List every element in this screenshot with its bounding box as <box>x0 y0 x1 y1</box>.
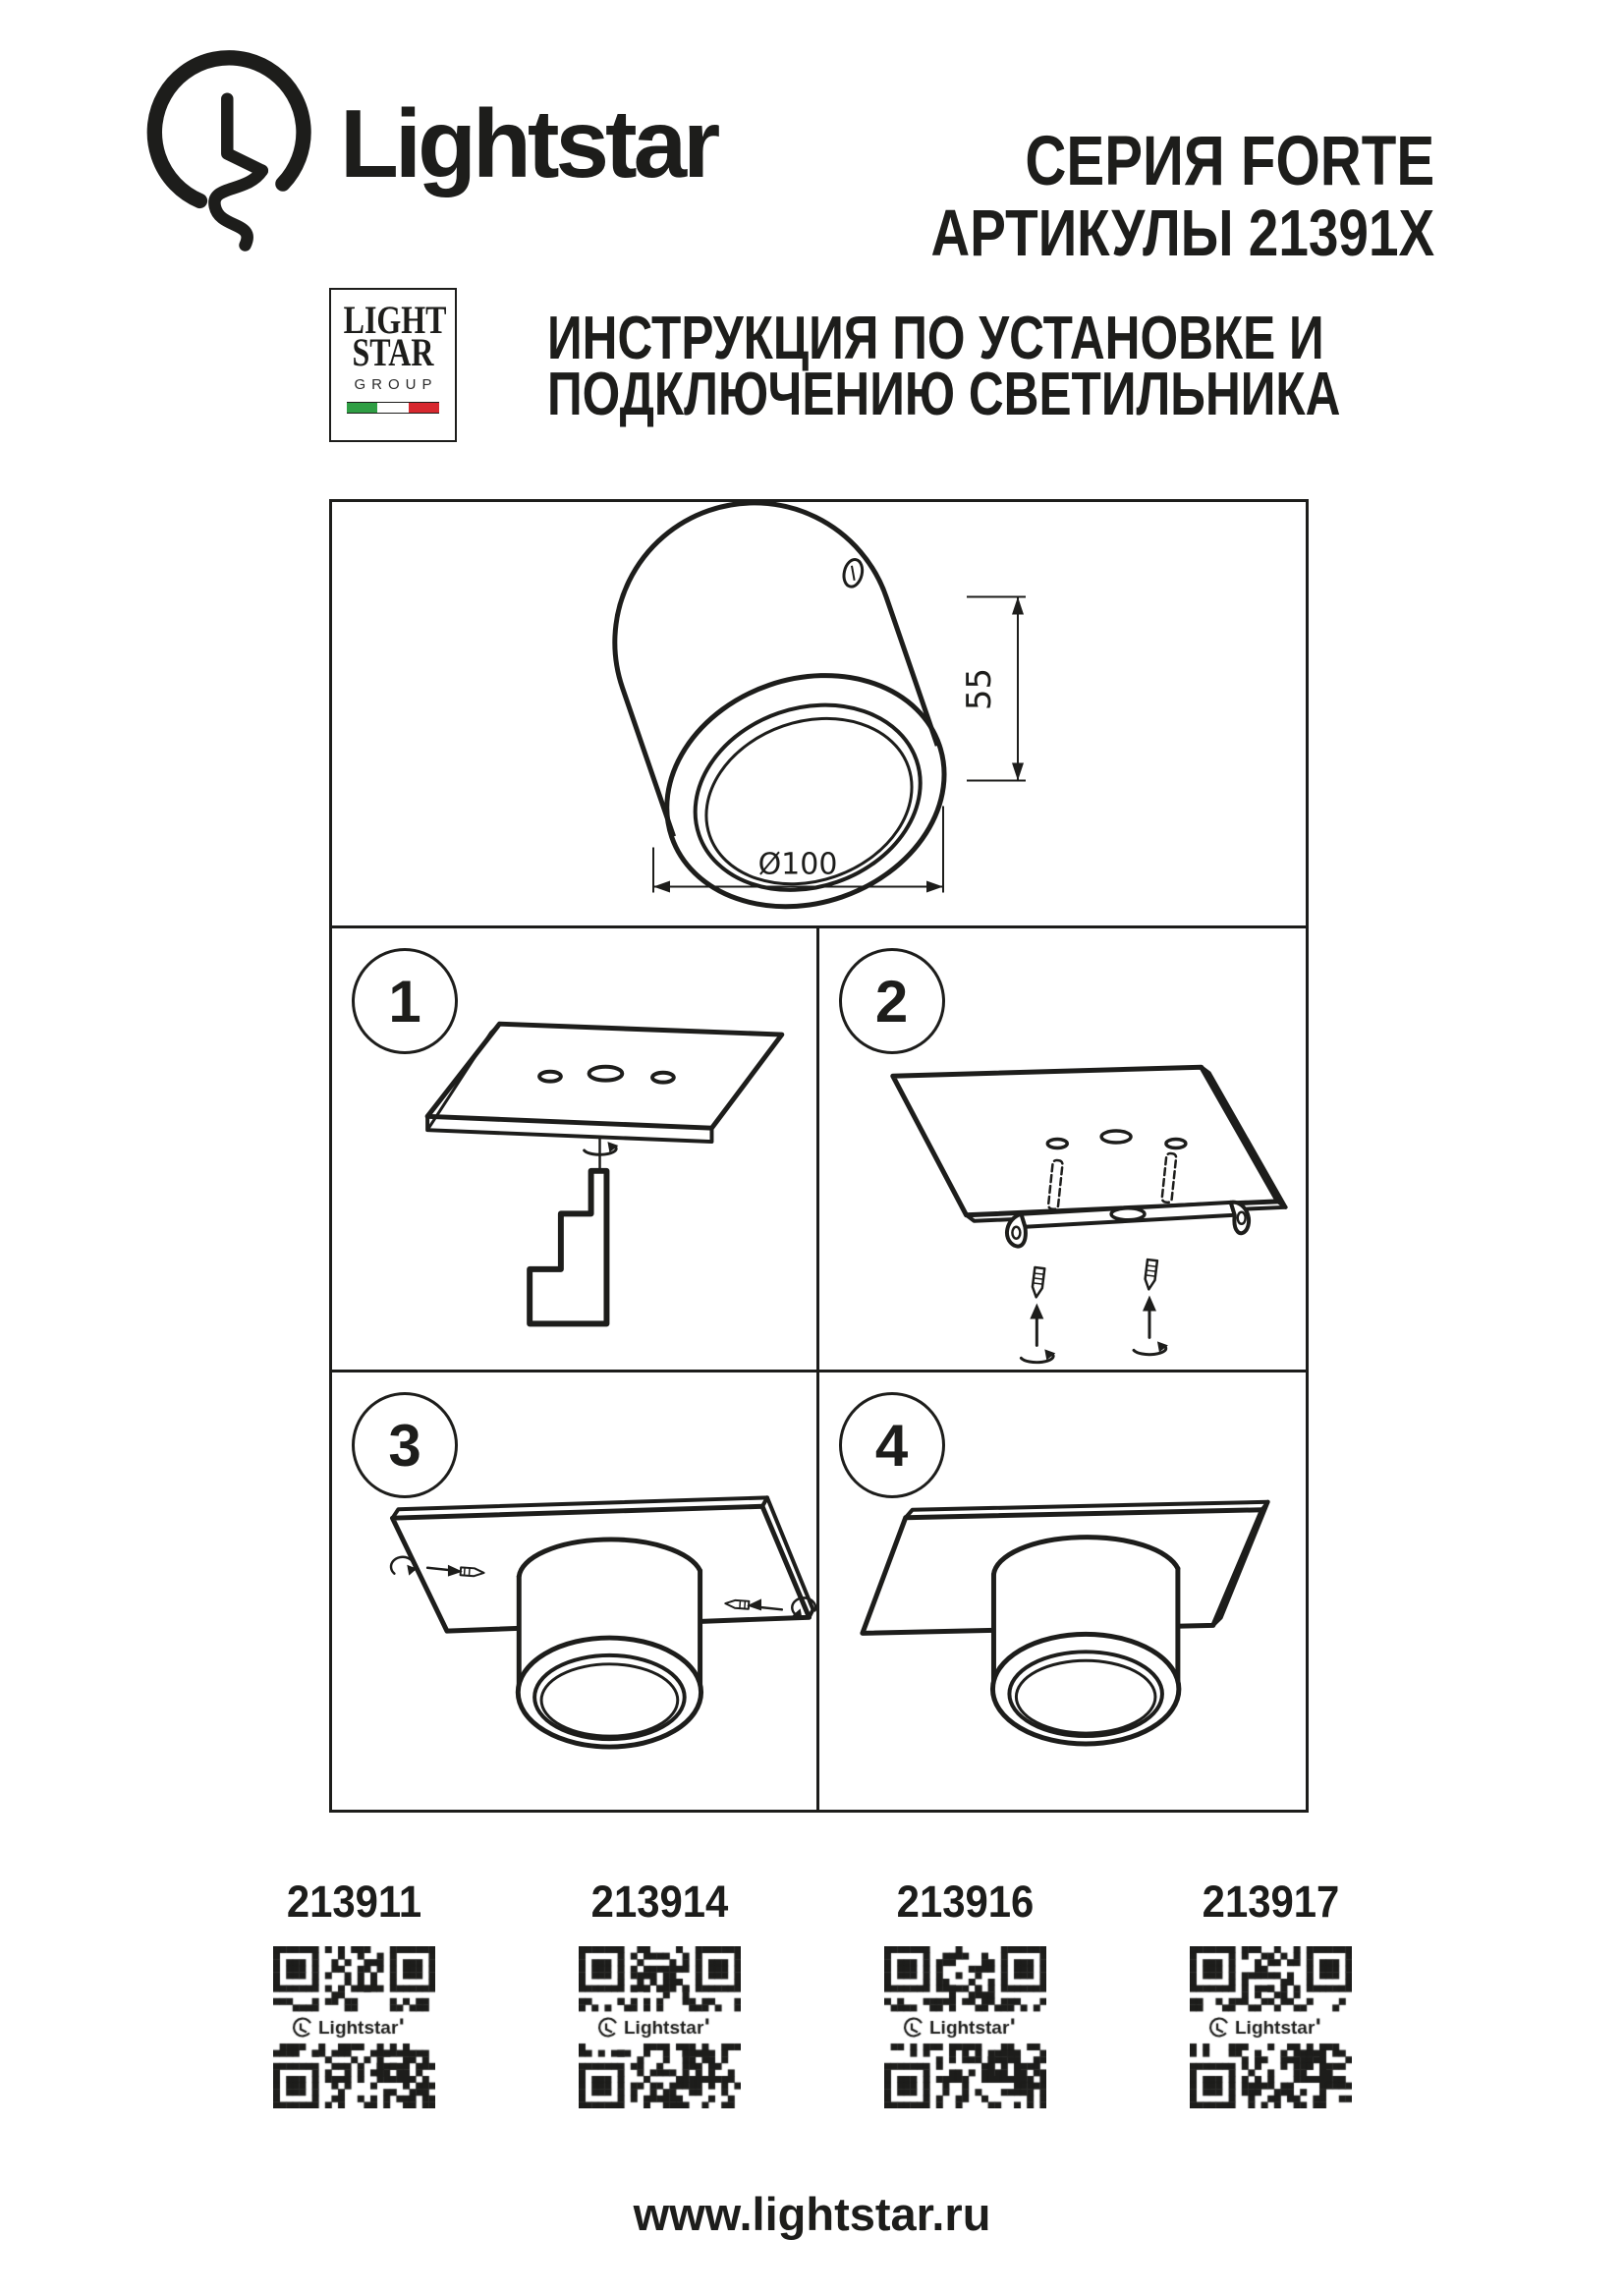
product-code-label: 213914 <box>590 1876 728 1927</box>
badge-star: STAR <box>352 330 434 374</box>
step-1-number: 1 <box>352 948 458 1054</box>
title-line-1: ИНСТРУКЦИЯ ПО УСТАНОВКЕ И <box>547 305 1324 372</box>
product-column <box>273 1876 435 2108</box>
flag-green <box>347 403 377 413</box>
qr-code <box>1190 1946 1352 2108</box>
step-drill-tool <box>530 1171 606 1324</box>
height-label: 55 <box>960 667 999 711</box>
product-column <box>1190 1876 1352 2108</box>
screw-left <box>1031 1267 1044 1298</box>
lamp-cylinder <box>518 1540 700 1747</box>
step-4-cell <box>819 1372 1307 1810</box>
technical-drawing-section <box>332 502 1306 928</box>
website-url: www.lightstar.ru <box>633 2188 991 2240</box>
page-title <box>547 305 1341 428</box>
flag-red <box>409 403 439 413</box>
qr-code <box>884 1946 1046 2108</box>
screw-hole <box>841 558 865 588</box>
diameter-label: Ø100 <box>757 847 838 882</box>
step-3-number: 3 <box>352 1392 458 1498</box>
series-name: СЕРИЯ FORTE <box>1025 123 1434 200</box>
product-column <box>579 1876 741 2108</box>
lightstar-group-badge <box>329 288 457 442</box>
lamp-cylinder <box>992 1538 1178 1744</box>
badge-group: GROUP <box>354 376 438 393</box>
products-row <box>0 1876 1624 2108</box>
badge-light: LIGHT <box>343 298 447 342</box>
flag-white <box>377 403 408 413</box>
product-code-label: 213911 <box>286 1876 421 1927</box>
qr-code <box>579 1946 741 2108</box>
italian-flag-stripe <box>347 402 439 414</box>
product-code-label: 213917 <box>1202 1876 1339 1927</box>
lightstar-bulb-icon <box>140 49 328 253</box>
series-articles: АРТИКУЛЫ 21391X <box>930 196 1434 270</box>
step-2-number: 2 <box>839 948 945 1054</box>
qr-code <box>273 1946 435 2108</box>
brand-wordmark: Lightstar <box>340 89 717 197</box>
step-2-cell <box>819 928 1307 1372</box>
title-line-2: ПОДКЛЮЧЕНИЮ СВЕТИЛЬНИКА <box>547 361 1341 428</box>
diagram-frame <box>329 499 1309 1813</box>
screw-right <box>1144 1260 1157 1290</box>
series-block <box>820 123 1434 270</box>
step-3-cell <box>332 1372 819 1810</box>
product-column <box>884 1876 1046 2108</box>
step-4-number: 4 <box>839 1392 945 1498</box>
product-code-label: 213916 <box>896 1876 1034 1927</box>
step-1-cell <box>332 928 819 1372</box>
lamp-technical-drawing <box>332 502 1306 925</box>
